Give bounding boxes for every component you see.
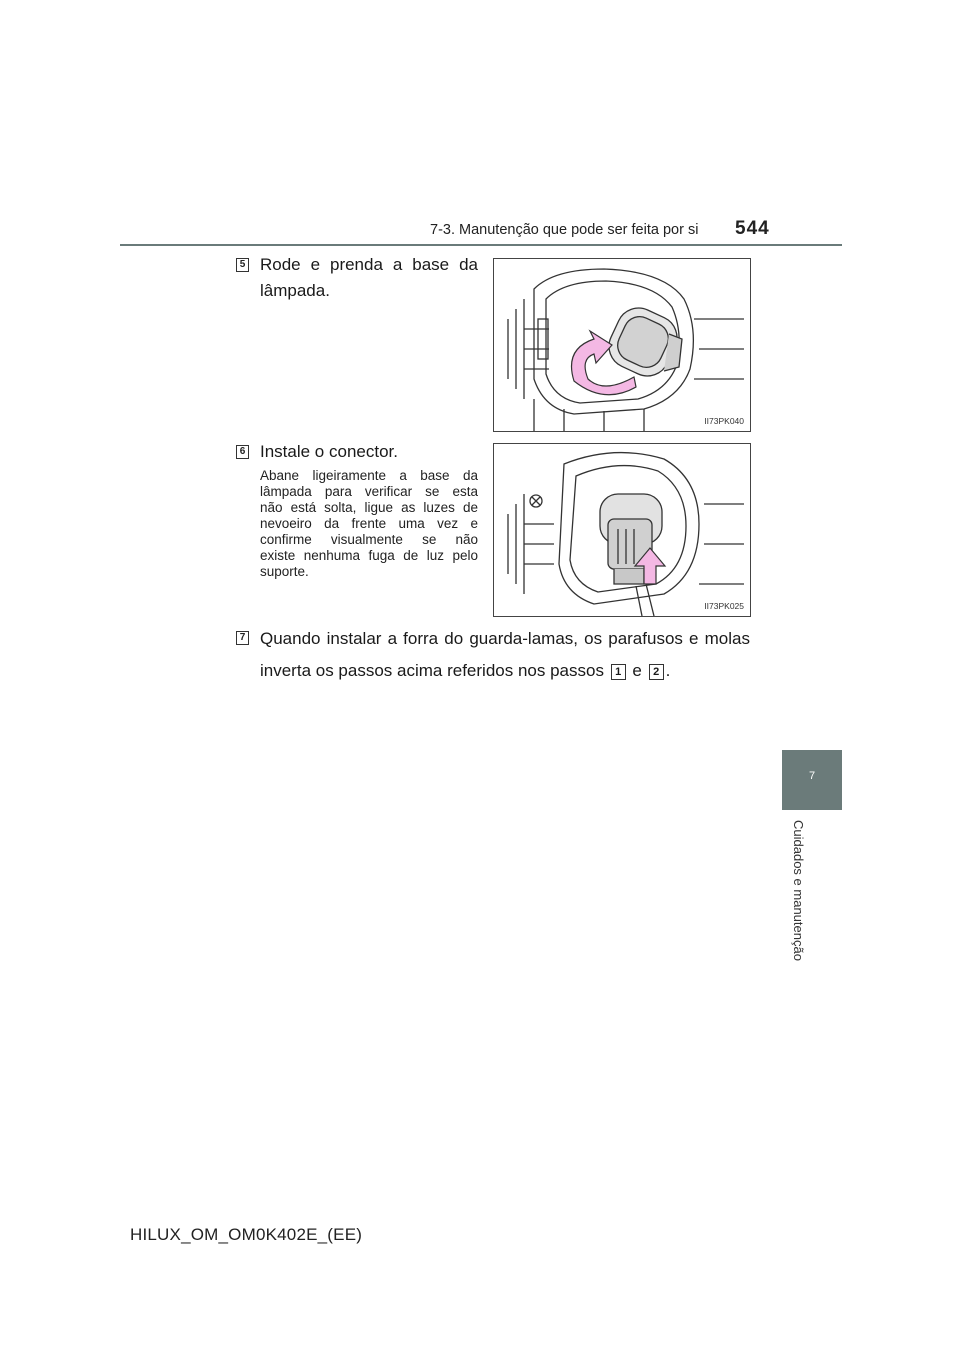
step-5-text bbox=[260, 252, 478, 304]
note-line: nevoeiro da frente uma vez e bbox=[260, 516, 478, 531]
step-6-text: Instale o conector. bbox=[260, 442, 398, 461]
step-7-text-line1: Quando instalar a forra do guarda-lamas, os parafusos e molas bbox=[260, 629, 750, 648]
figure-rotate-bulb-base bbox=[493, 258, 751, 432]
note-line: confirme visualmente se não bbox=[260, 532, 478, 547]
note-line: não está solta, ligue as luzes de bbox=[260, 500, 478, 515]
note-line: lâmpada para verificar se esta bbox=[260, 484, 478, 499]
step-7-text bbox=[260, 626, 750, 684]
conjunction: e bbox=[632, 661, 642, 680]
step-number-5: 5 bbox=[236, 258, 249, 272]
step-7-text-end: . bbox=[665, 661, 671, 680]
chapter-title: Cuidados e manutenção bbox=[791, 820, 806, 961]
note-line: suporte. bbox=[260, 564, 309, 579]
step-number-6: 6 bbox=[236, 445, 249, 459]
manual-code: HILUX_OM_OM0K402E_(EE) bbox=[130, 1225, 363, 1244]
step-ref-2: 2 bbox=[649, 664, 664, 680]
step-7-text-line2 bbox=[260, 658, 750, 684]
chapter-number: 7 bbox=[808, 770, 816, 782]
install-connector-illustration bbox=[494, 444, 750, 616]
chapter-tab bbox=[782, 750, 842, 810]
note-line: existe nenhuma fuga de luz pelo bbox=[260, 548, 478, 563]
rotate-bulb-illustration bbox=[494, 259, 750, 431]
step-7-text-line2-main: inverta os passos acima referidos nos passos bbox=[260, 661, 604, 680]
figure-code: II73PK025 bbox=[704, 601, 744, 611]
note-line: Abane ligeiramente a base da bbox=[260, 468, 478, 483]
step-5-text-line1: Rode e prenda a base da bbox=[260, 255, 478, 274]
step-5-text-line2: lâmpada. bbox=[260, 281, 330, 300]
figure-code: II73PK040 bbox=[704, 416, 744, 426]
step-number-7: 7 bbox=[236, 631, 249, 645]
header-divider bbox=[120, 244, 842, 246]
section-title: 7-3. Manutenção que pode ser feita por si bbox=[430, 222, 699, 238]
page-number: 544 bbox=[735, 218, 770, 239]
step-6-note bbox=[260, 468, 478, 580]
step-ref-1: 1 bbox=[611, 664, 626, 680]
figure-install-connector bbox=[493, 443, 751, 617]
